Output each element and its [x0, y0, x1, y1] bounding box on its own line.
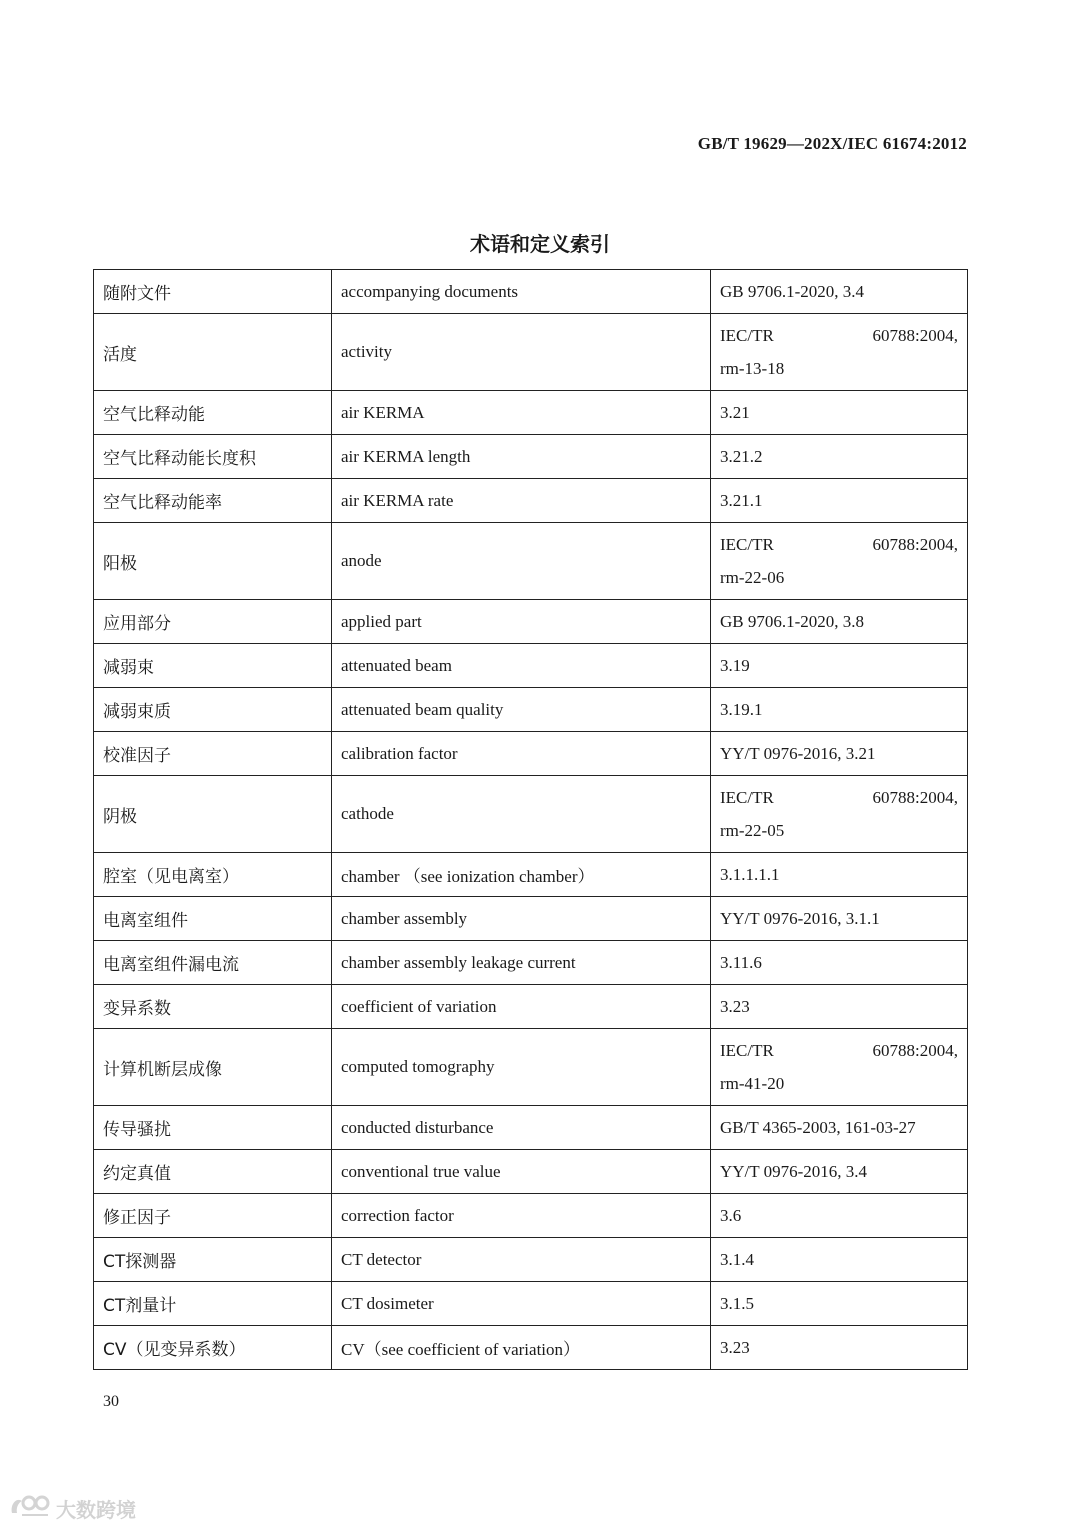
ref-source: IEC/TR [720, 326, 774, 345]
term-ref [711, 314, 968, 391]
term-en: CT dosimeter [332, 1282, 711, 1326]
term-en: computed tomography [332, 1029, 711, 1106]
table-row [94, 1106, 968, 1150]
table-row [94, 732, 968, 776]
term-ref [711, 523, 968, 600]
term-ref [711, 776, 968, 853]
term-zh: 阴极 [94, 776, 332, 853]
page-number: 30 [103, 1393, 119, 1410]
term-en: correction factor [332, 1194, 711, 1238]
term-en: chamber assembly [332, 897, 711, 941]
term-zh: 减弱束质 [94, 688, 332, 732]
logo-icon [8, 1493, 52, 1524]
term-en: CT detector [332, 1238, 711, 1282]
term-zh: CV（见变异系数） [94, 1326, 332, 1370]
term-en: CV（see coefficient of variation） [332, 1326, 711, 1370]
ref-source: IEC/TR [720, 535, 774, 554]
term-ref: 3.21.2 [711, 435, 968, 479]
term-ref: 3.1.1.1.1 [711, 853, 968, 897]
table-row [94, 1194, 968, 1238]
term-ref: 3.1.4 [711, 1238, 968, 1282]
table-row [94, 270, 968, 314]
term-en: air KERMA length [332, 435, 711, 479]
term-en: attenuated beam quality [332, 688, 711, 732]
term-en: activity [332, 314, 711, 391]
term-en: conventional true value [332, 1150, 711, 1194]
table-row [94, 1238, 968, 1282]
term-zh: 计算机断层成像 [94, 1029, 332, 1106]
term-ref: 3.1.5 [711, 1282, 968, 1326]
term-en: anode [332, 523, 711, 600]
term-en: cathode [332, 776, 711, 853]
term-ref: YY/T 0976-2016, 3.4 [711, 1150, 968, 1194]
term-ref: 3.6 [711, 1194, 968, 1238]
term-en: accompanying documents [332, 270, 711, 314]
ref-entry: rm-22-05 [720, 821, 785, 840]
ref-year: 60788:2004, [872, 326, 958, 345]
ref-entry: rm-22-06 [720, 568, 785, 587]
ref-year: 60788:2004, [872, 535, 958, 554]
term-ref: GB/T 4365-2003, 161-03-27 [711, 1106, 968, 1150]
term-ref: YY/T 0976-2016, 3.1.1 [711, 897, 968, 941]
term-zh: 约定真值 [94, 1150, 332, 1194]
term-zh: 修正因子 [94, 1194, 332, 1238]
ref-source: IEC/TR [720, 1041, 774, 1060]
term-zh: CT剂量计 [94, 1282, 332, 1326]
term-en: attenuated beam [332, 644, 711, 688]
term-zh: 空气比释动能长度积 [94, 435, 332, 479]
table-row [94, 1326, 968, 1370]
term-en: air KERMA rate [332, 479, 711, 523]
term-zh: 空气比释动能率 [94, 479, 332, 523]
ref-year: 60788:2004, [872, 1041, 958, 1060]
table-row [94, 1282, 968, 1326]
term-en: coefficient of variation [332, 985, 711, 1029]
table-row [94, 391, 968, 435]
table-row [94, 523, 968, 600]
table-row [94, 644, 968, 688]
term-zh: 随附文件 [94, 270, 332, 314]
table-row [94, 314, 968, 391]
term-zh: 应用部分 [94, 600, 332, 644]
term-zh: 校准因子 [94, 732, 332, 776]
ref-entry: rm-13-18 [720, 359, 785, 378]
term-ref: 3.23 [711, 985, 968, 1029]
term-ref: 3.23 [711, 1326, 968, 1370]
watermark-text: 大数跨境 [56, 1498, 136, 1522]
term-en: chamber （see ionization chamber） [332, 853, 711, 897]
table-row [94, 435, 968, 479]
term-ref: GB 9706.1-2020, 3.8 [711, 600, 968, 644]
term-ref [711, 1029, 968, 1106]
ref-year: 60788:2004, [872, 788, 958, 807]
term-en: air KERMA [332, 391, 711, 435]
watermark [8, 1493, 136, 1524]
table-row [94, 897, 968, 941]
standard-code: GB/T 19629—202X/IEC 61674:2012 [697, 134, 967, 153]
term-ref: YY/T 0976-2016, 3.21 [711, 732, 968, 776]
term-en: chamber assembly leakage current [332, 941, 711, 985]
term-en: conducted disturbance [332, 1106, 711, 1150]
term-zh: 减弱束 [94, 644, 332, 688]
table-row [94, 688, 968, 732]
term-zh: 变异系数 [94, 985, 332, 1029]
table-row [94, 600, 968, 644]
term-zh: 腔室（见电离室） [94, 853, 332, 897]
ref-source: IEC/TR [720, 788, 774, 807]
term-ref: 3.21 [711, 391, 968, 435]
term-ref: 3.11.6 [711, 941, 968, 985]
term-zh: CT探测器 [94, 1238, 332, 1282]
term-zh: 阳极 [94, 523, 332, 600]
page-title: 术语和定义索引 [470, 232, 610, 256]
table-row [94, 853, 968, 897]
term-zh: 空气比释动能 [94, 391, 332, 435]
term-ref: 3.19.1 [711, 688, 968, 732]
table-row [94, 479, 968, 523]
table-row [94, 941, 968, 985]
term-zh: 传导骚扰 [94, 1106, 332, 1150]
term-zh: 电离室组件 [94, 897, 332, 941]
terms-index-table [93, 269, 968, 1370]
term-en: calibration factor [332, 732, 711, 776]
table-row [94, 1029, 968, 1106]
term-ref: GB 9706.1-2020, 3.4 [711, 270, 968, 314]
ref-entry: rm-41-20 [720, 1074, 785, 1093]
term-ref: 3.21.1 [711, 479, 968, 523]
table-row [94, 1150, 968, 1194]
term-en: applied part [332, 600, 711, 644]
term-zh: 活度 [94, 314, 332, 391]
table-row [94, 776, 968, 853]
term-zh: 电离室组件漏电流 [94, 941, 332, 985]
term-ref: 3.19 [711, 644, 968, 688]
table-row [94, 985, 968, 1029]
